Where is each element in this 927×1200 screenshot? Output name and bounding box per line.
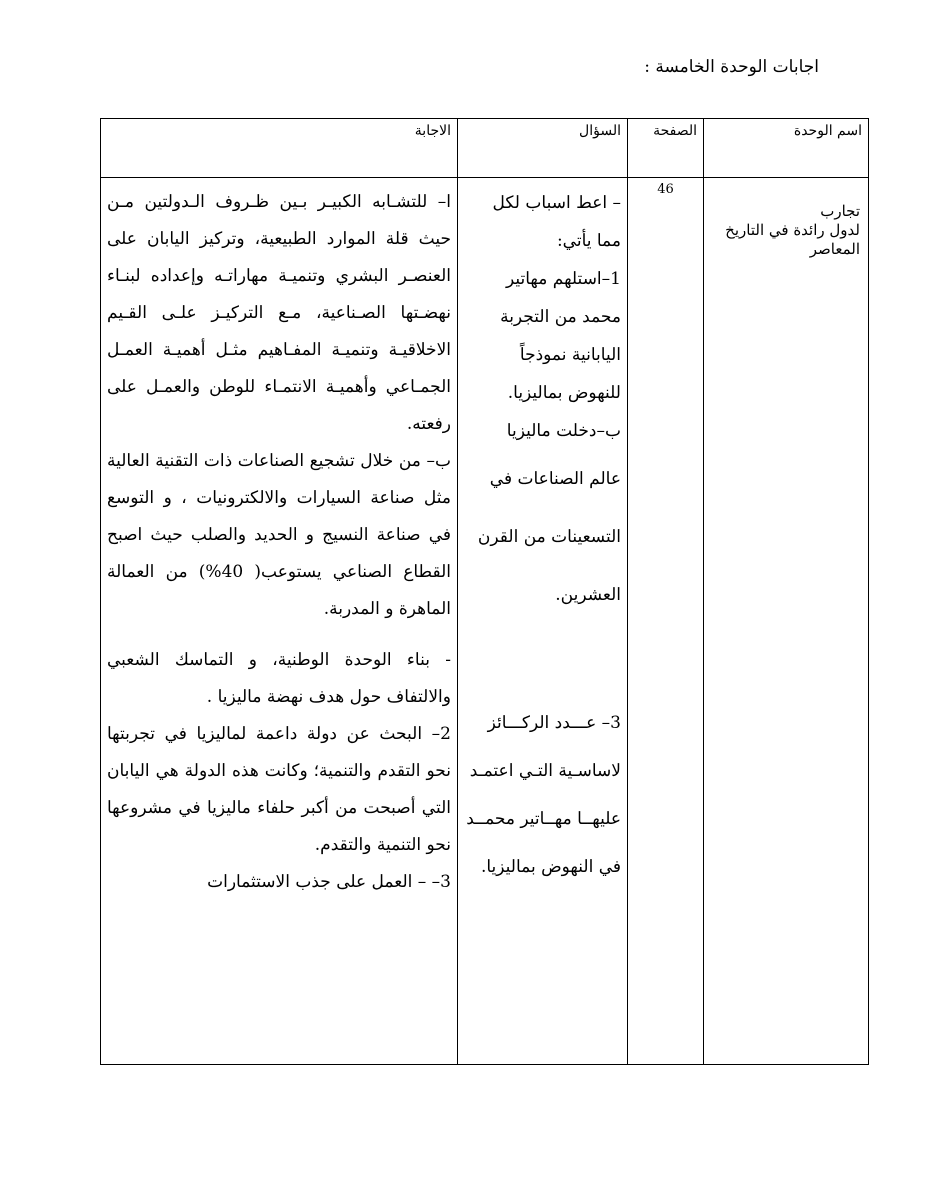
question-line: 3– عـــدد الركـــائز bbox=[487, 713, 621, 733]
question-line: مما يأتي: bbox=[556, 231, 621, 251]
answer-paragraph: ب– من خلال تشجيع الصناعات ذات التقنية العالية مثل صناعة السيارات والالكترونيات ، و التوسع في صناعة النسيج و الحديد والصلب حيث اصبح القطاع الصناعي يستوعب( 40%) من العمالة الماهرة و المدربة. bbox=[107, 451, 451, 619]
question-line: عالم الصناعات في bbox=[489, 469, 621, 489]
question-cell bbox=[458, 178, 628, 1065]
answer-paragraph: 3– – العمل على جذب الاستثمارات bbox=[207, 872, 451, 892]
question-spacer bbox=[462, 624, 621, 694]
question-line: اليابانية نموذجاً bbox=[519, 345, 621, 365]
header-page: الصفحة bbox=[628, 119, 704, 178]
question-line: 1–استلهم مهاتير bbox=[506, 269, 621, 289]
answer-spacer bbox=[107, 628, 451, 642]
question-line: العشرين. bbox=[555, 585, 621, 605]
answer-paragraph: ا– للتشـابه الكبيـر بـين ظـروف الـدولتين مـن حيث قلة الموارد الطبيعية، وتركيز اليابان على العنصـر البشري وتنميـة مهاراتـه وإعداده لبنـاء نهضـتها الصـناعية، مـع التركيـز علـى القـيم الاخلاقيـة وتنميـة المفـاهيم مثـل أهميـة العمـل الجمـاعي وأهميـة الانتمـاء للوطن والعمـل على رفعته. bbox=[107, 192, 451, 434]
unit-name-cell bbox=[704, 178, 869, 1065]
page-number: 46 bbox=[657, 182, 674, 197]
question-line: محمد من التجربة bbox=[500, 307, 621, 327]
question-line: للنهوض بماليزيا. bbox=[507, 383, 621, 403]
answer-paragraph: 2– البحث عن دولة داعمة لماليزيا في تجربتها نحو التقدم والتنمية؛ وكانت هذه الدولة هي اليابان التي أصبحت من أكبر حلفاء ماليزيا في مشروعها نحو التنمية والتقدم. bbox=[107, 724, 451, 855]
table-header-row bbox=[101, 119, 869, 178]
question-line: لاساسـية التـي اعتمـد bbox=[469, 761, 621, 781]
unit-name-line1: تجارب bbox=[820, 202, 860, 220]
table-row bbox=[101, 178, 869, 1065]
question-line: في النهوض بماليزيا. bbox=[480, 857, 621, 877]
page-number-cell bbox=[628, 178, 704, 1065]
question-line: – اعط اسباب لكل bbox=[492, 193, 621, 213]
answer-cell bbox=[101, 178, 458, 1065]
question-line: ب–دخلت ماليزيا bbox=[506, 421, 621, 441]
document-title: اجابات الوحدة الخامسة : bbox=[644, 57, 819, 77]
header-question: السؤال bbox=[458, 119, 628, 178]
header-unit-name: اسم الوحدة bbox=[704, 119, 869, 178]
answer-paragraph: - بناء الوحدة الوطنية، و التماسك الشعبي والالتفاف حول هدف نهضة ماليزيا . bbox=[107, 650, 451, 707]
question-line: التسعينات من القرن bbox=[477, 527, 621, 547]
unit-name-line2: لدول رائدة في التاريخ المعاصر bbox=[725, 221, 860, 258]
question-line: عليهــا مهــاتير محمــد bbox=[466, 809, 621, 829]
header-answer: الاجابة bbox=[101, 119, 458, 178]
answers-table bbox=[100, 118, 869, 1065]
